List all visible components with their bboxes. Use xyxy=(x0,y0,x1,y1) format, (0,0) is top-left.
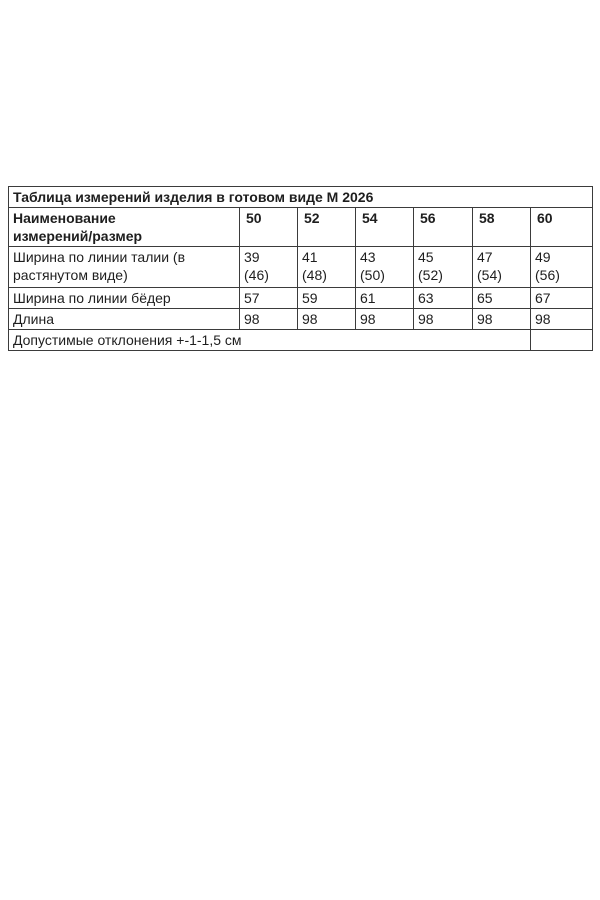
waist-value: 43 xyxy=(360,249,376,265)
length-value-cell: 98 xyxy=(298,309,356,330)
row-waist-label-line-1: Ширина по линии талии (в xyxy=(13,249,186,265)
hips-value-cell: 65 xyxy=(473,288,531,309)
waist-value-stretched: (52) xyxy=(418,267,443,283)
hips-value-cell: 67 xyxy=(531,288,593,309)
header-name-line-2: измерений/размер xyxy=(13,228,143,244)
length-value-cell: 98 xyxy=(414,309,473,330)
waist-value: 49 xyxy=(535,249,551,265)
row-waist-label xyxy=(9,247,240,288)
waist-value-cell xyxy=(298,247,356,288)
length-value-cell: 98 xyxy=(473,309,531,330)
waist-value-cell xyxy=(473,247,531,288)
waist-value-stretched: (48) xyxy=(302,267,327,283)
table-row-waist xyxy=(9,247,593,288)
waist-value: 45 xyxy=(418,249,434,265)
waist-value-stretched: (56) xyxy=(535,267,560,283)
header-size-56: 56 xyxy=(414,208,473,247)
row-hips-label: Ширина по линии бёдер xyxy=(9,288,240,309)
waist-value-cell xyxy=(414,247,473,288)
header-name-label xyxy=(9,208,240,247)
length-value-cell: 98 xyxy=(531,309,593,330)
header-size-58: 58 xyxy=(473,208,531,247)
tolerance-note: Допустимые отклонения +-1-1,5 см xyxy=(9,330,531,351)
hips-value-cell: 59 xyxy=(298,288,356,309)
waist-value-cell xyxy=(356,247,414,288)
table-row-hips xyxy=(9,288,593,309)
length-value-cell: 98 xyxy=(356,309,414,330)
header-size-54: 54 xyxy=(356,208,414,247)
hips-value-cell: 63 xyxy=(414,288,473,309)
header-size-50: 50 xyxy=(240,208,298,247)
hips-value-cell: 61 xyxy=(356,288,414,309)
waist-value-cell xyxy=(531,247,593,288)
table-footer-row xyxy=(9,330,593,351)
header-size-60: 60 xyxy=(531,208,593,247)
row-waist-label-line-2: растянутом виде) xyxy=(13,267,128,283)
waist-value-stretched: (54) xyxy=(477,267,502,283)
waist-value: 39 xyxy=(244,249,260,265)
row-length-label: Длина xyxy=(9,309,240,330)
waist-value: 41 xyxy=(302,249,318,265)
header-size-52: 52 xyxy=(298,208,356,247)
waist-value-stretched: (46) xyxy=(244,267,269,283)
waist-value-cell xyxy=(240,247,298,288)
hips-value-cell: 57 xyxy=(240,288,298,309)
table-row-length xyxy=(9,309,593,330)
table-title: Таблица измерений изделия в готовом виде М 2026 xyxy=(9,187,593,208)
waist-value-stretched: (50) xyxy=(360,267,385,283)
table-header-row xyxy=(9,208,593,247)
header-name-line-1: Наименование xyxy=(13,210,116,226)
length-value-cell: 98 xyxy=(240,309,298,330)
footer-empty-cell xyxy=(531,330,593,351)
measurement-table xyxy=(8,186,593,351)
table-title-row xyxy=(9,187,593,208)
waist-value: 47 xyxy=(477,249,493,265)
